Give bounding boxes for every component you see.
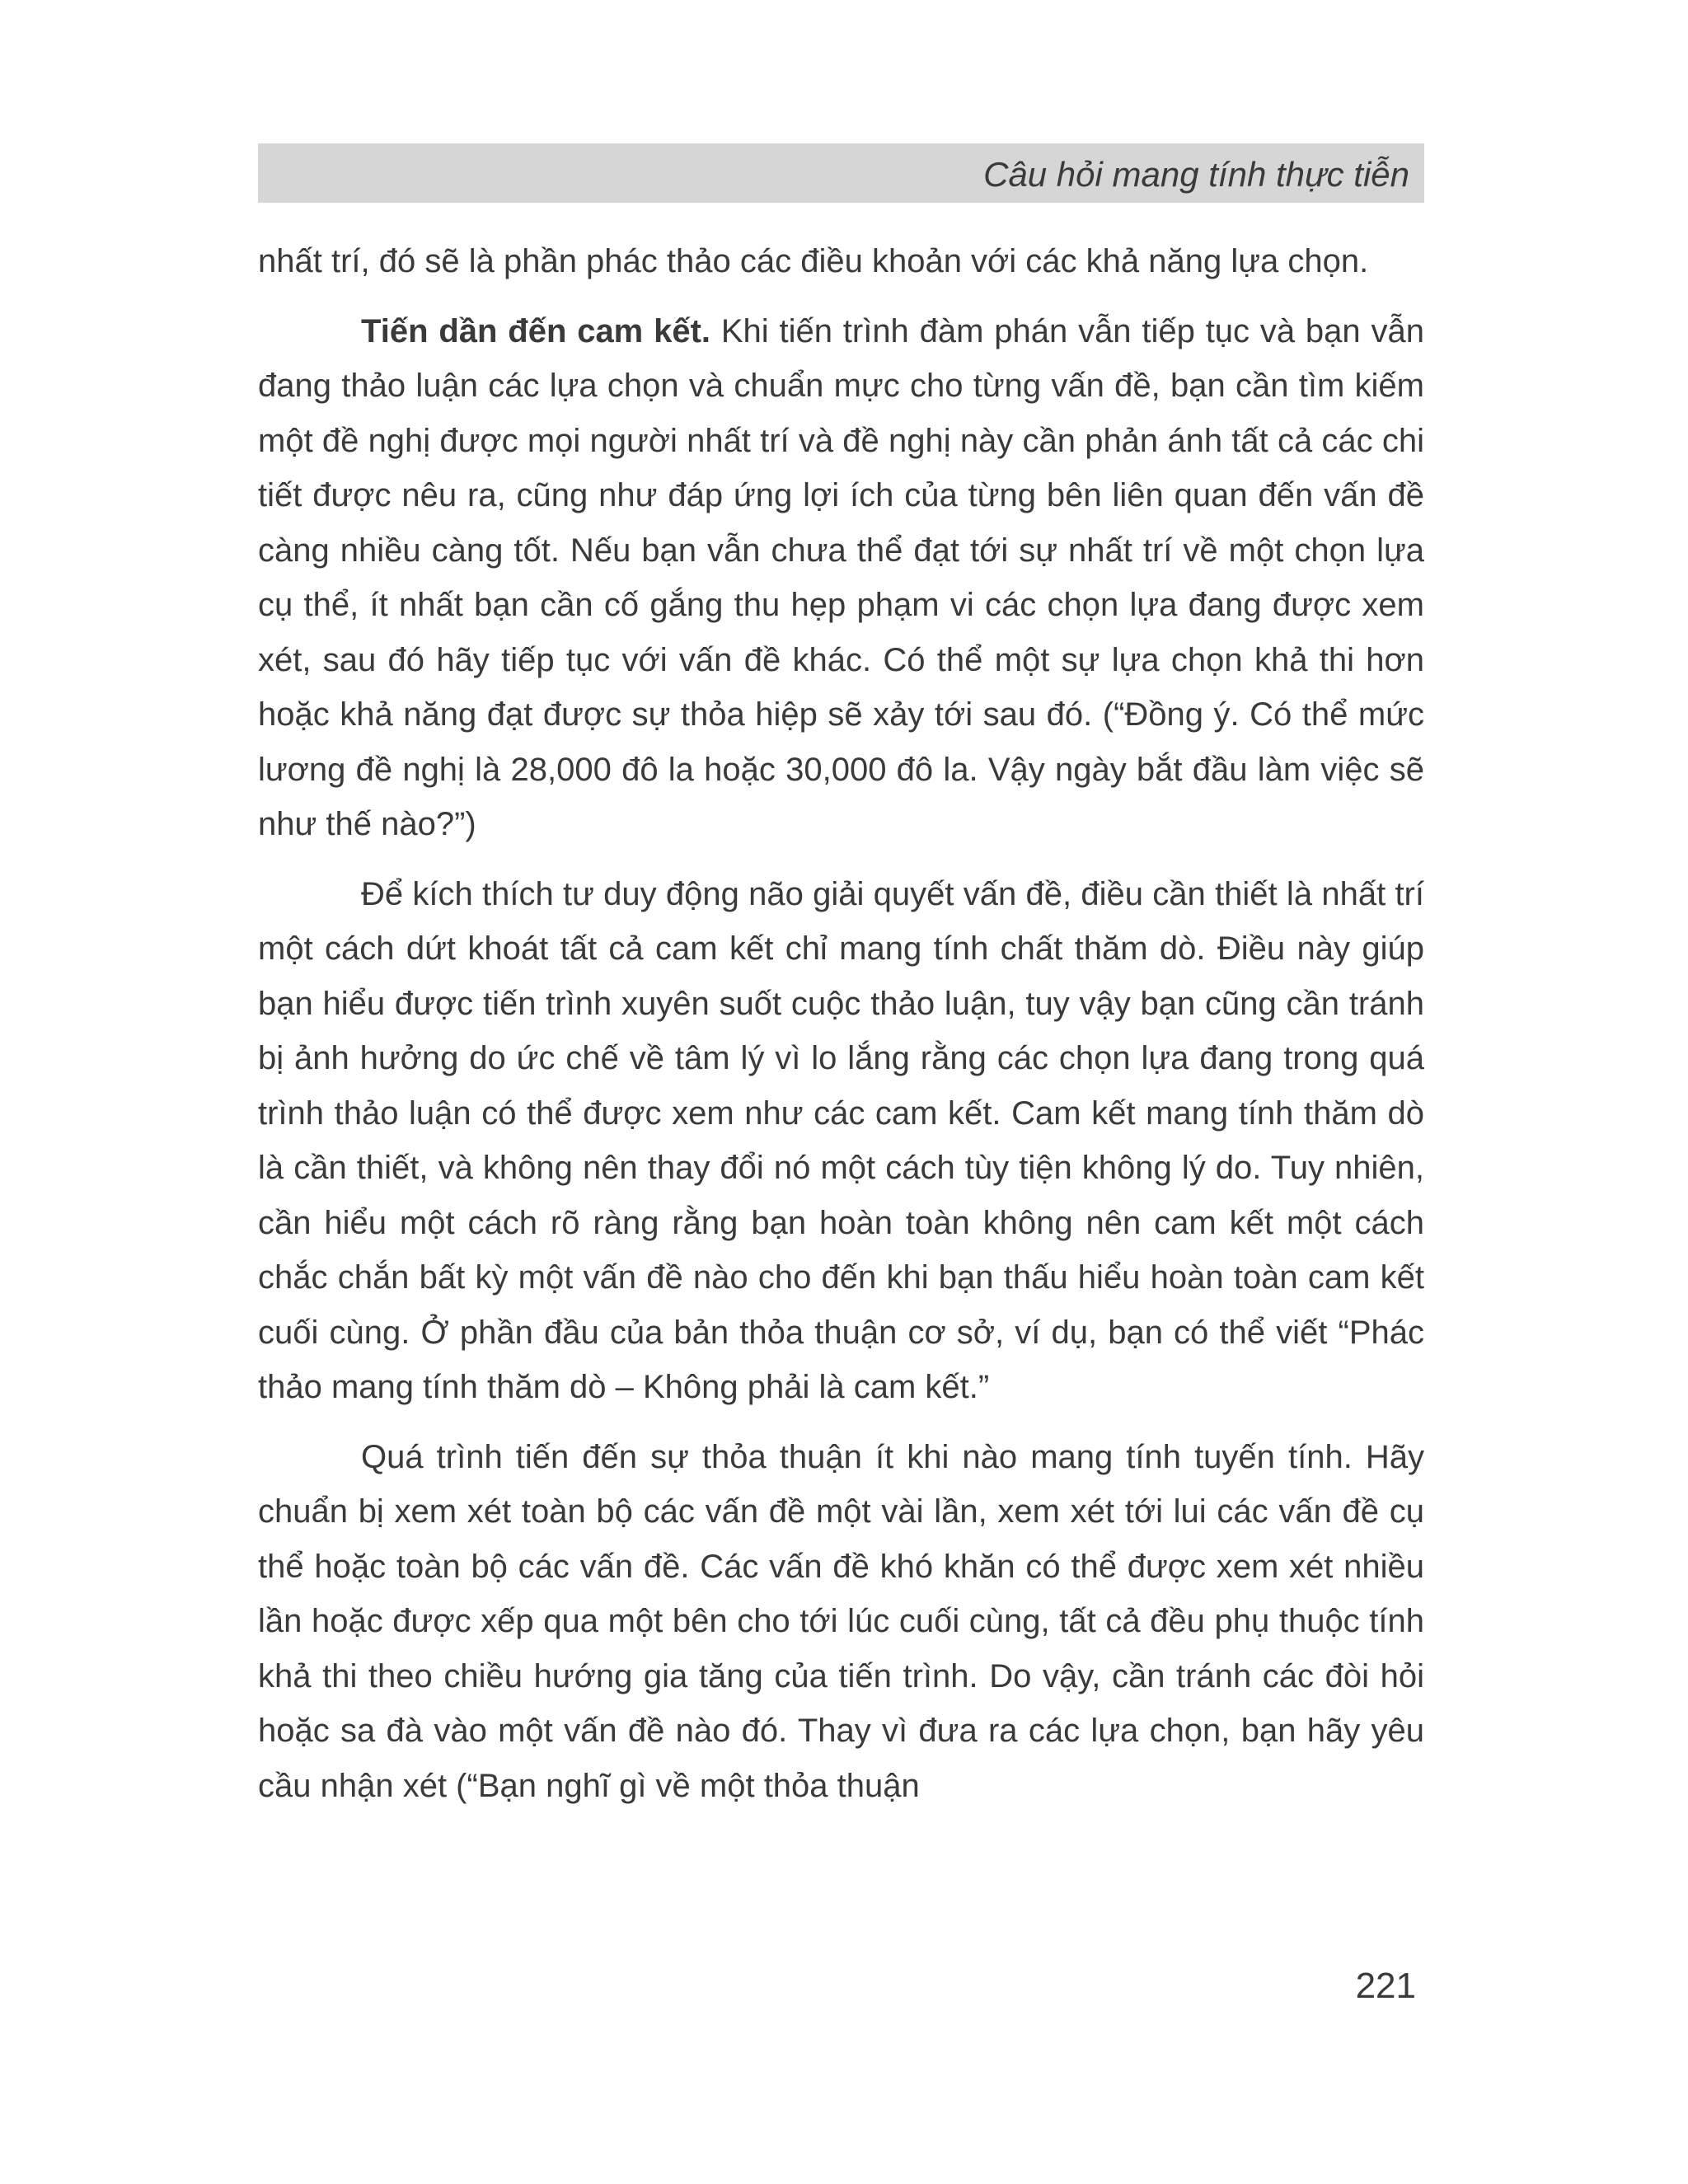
paragraph-4-text: Quá trình tiến đến sự thỏa thuận ít khi nào mang tính tuyến tính. Hãy chuẩn bị xem xét toàn bộ các vấn đề một vài lần, xem xét tới lui các vấn đề cụ thể hoặc toàn bộ các vấn đề. Các vấn đề khó khăn có thể được xem xét nhiều lần hoặc được xếp qua một bên cho tới lúc cuối cùng, tất cả đều phụ thuộc tính khả thi theo chiều hướng gia tăng của tiến trình. Do vậy, cần tránh các đòi hỏi hoặc sa đà vào một vấn đề nào đó. Thay vì đưa ra các lựa chọn, bạn hãy yêu cầu nhận xét (“Bạn nghĩ gì về một thỏa thuận xyxy=(258,1438,1424,1804)
running-header xyxy=(258,143,1424,203)
paragraph-2 xyxy=(258,304,1424,852)
page-number: 221 xyxy=(1355,1966,1416,2006)
running-header-title: Câu hỏi mang tính thực tiễn xyxy=(983,155,1409,194)
paragraph-3-text: Để kích thích tư duy động não giải quyết vấn đề, điều cần thiết là nhất trí một cách dứt khoát tất cả cam kết chỉ mang tính chất thăm dò. Điều này giúp bạn hiểu được tiến trình xuyên suốt cuộc thảo luận, tuy vậy bạn cũng cần tránh bị ảnh hưởng do ức chế về tâm lý vì lo lắng rằng các chọn lựa đang trong quá trình thảo luận có thể được xem như các cam kết. Cam kết mang tính thăm dò là cần thiết, và không nên thay đổi nó một cách tùy tiện không lý do. Tuy nhiên, cần hiểu một cách rõ ràng rằng bạn hoàn toàn không nên cam kết một cách chắc chắn bất kỳ một vấn đề nào cho đến khi bạn thấu hiểu hoàn toàn cam kết cuối cùng. Ở phần đầu của bản thỏa thuận cơ sở, ví dụ, bạn có thể viết “Phác thảo mang tính thăm dò – Không phải là cam kết.” xyxy=(258,875,1424,1405)
paragraph-2-lead: Tiến dần đến cam kết. xyxy=(361,312,710,349)
paragraph-3 xyxy=(258,867,1424,1415)
paragraph-2-text: Khi tiến trình đàm phán vẫn tiếp tục và bạn vẫn đang thảo luận các lựa chọn và chuẩn mực cho từng vấn đề, bạn cần tìm kiếm một đề nghị được mọi người nhất trí và đề nghị này cần phản ánh tất cả các chi tiết được nêu ra, cũng như đáp ứng lợi ích của từng bên liên quan đến vấn đề càng nhiều càng tốt. Nếu bạn vẫn chưa thể đạt tới sự nhất trí về một chọn lựa cụ thể, ít nhất bạn cần cố gắng thu hẹp phạm vi các chọn lựa đang được xem xét, sau đó hãy tiếp tục với vấn đề khác. Có thể một sự lựa chọn khả thi hơn hoặc khả năng đạt được sự thỏa hiệp sẽ xảy tới sau đó. (“Đồng ý. Có thể mức lương đề nghị là 28,000 đô la hoặc 30,000 đô la. Vậy ngày bắt đầu làm việc sẽ như thế nào?”) xyxy=(258,312,1424,842)
page-body xyxy=(258,234,1424,1828)
paragraph-1 xyxy=(258,234,1424,289)
paragraph-4 xyxy=(258,1430,1424,1814)
paragraph-1-text: nhất trí, đó sẽ là phần phác thảo các điều khoản với các khả năng lựa chọn. xyxy=(258,243,1369,279)
